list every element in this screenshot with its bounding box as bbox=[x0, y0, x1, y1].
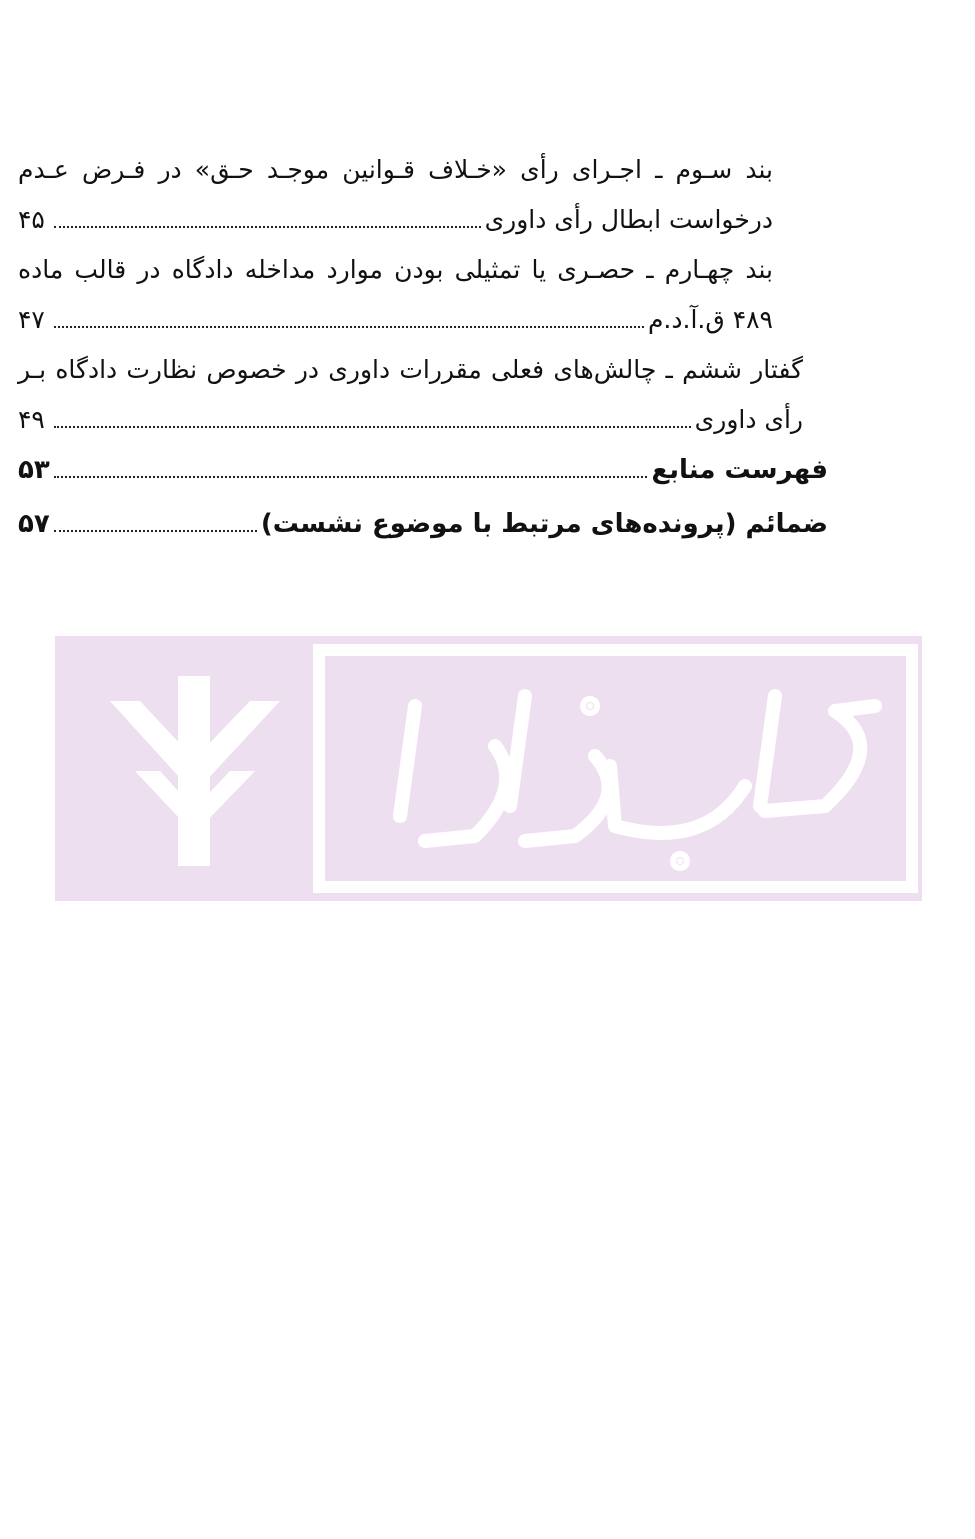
toc-entry-text: بند چهـارم ـ حصـری یا تمثیلی بودن موارد مداخله دادگاه در قالب ماده bbox=[18, 255, 773, 284]
toc-entry-line bbox=[18, 445, 828, 495]
page-number: ۴۷ bbox=[18, 305, 45, 334]
toc-entry-text: رأی داوری bbox=[694, 405, 803, 434]
toc-entry-line bbox=[18, 245, 828, 295]
dot-leader bbox=[54, 325, 644, 328]
table-of-contents bbox=[18, 145, 828, 549]
page-number: ۵۳ bbox=[18, 455, 50, 485]
toc-entry-text: بند سـوم ـ اجـرای رأی «خـلاف قـوانین موجـد حـق» در فـرض عـدم bbox=[18, 155, 773, 184]
watermark-logo bbox=[55, 636, 922, 901]
dot-leader bbox=[54, 475, 647, 478]
toc-entry-text: ۴۸۹ ق.آ.د.م bbox=[647, 305, 773, 334]
toc-entry-line bbox=[18, 345, 828, 395]
toc-entry-title: ضمائم (پرونده‌های مرتبط با موضوع نشست) bbox=[260, 509, 828, 539]
toc-entry-line bbox=[18, 295, 828, 345]
dot-leader bbox=[54, 529, 257, 532]
toc-entry-line bbox=[18, 145, 828, 195]
page-number: ۵۷ bbox=[18, 509, 50, 539]
dot-leader bbox=[54, 425, 691, 428]
page-number: ۴۹ bbox=[18, 405, 45, 434]
page-number: ۴۵ bbox=[18, 205, 45, 234]
toc-entry-line bbox=[18, 195, 828, 245]
toc-entry-text: گفتار ششم ـ چالش‌های فعلی مقررات داوری در خصوص نظارت دادگاه بـر bbox=[18, 355, 803, 384]
toc-entry-title: فهرست منابع bbox=[651, 455, 828, 485]
dot-leader bbox=[54, 225, 481, 228]
toc-entry-text: درخواست ابطال رأی داوری bbox=[484, 205, 773, 234]
toc-entry-line bbox=[18, 395, 828, 445]
brand-watermark bbox=[55, 636, 922, 901]
toc-entry-line bbox=[18, 499, 828, 549]
